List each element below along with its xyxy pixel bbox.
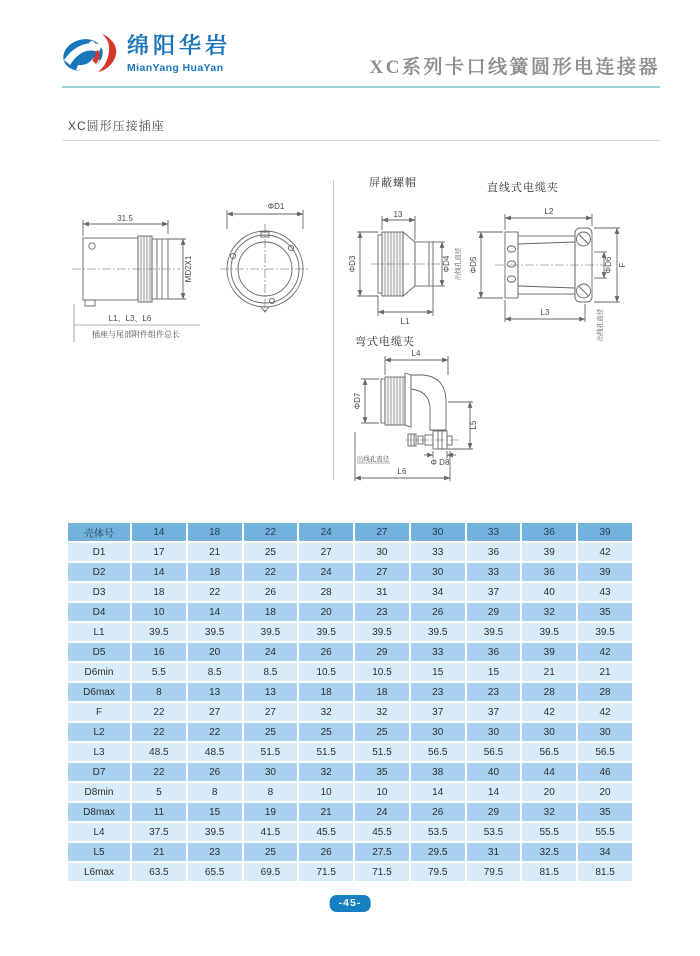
table-cell: 39.5 bbox=[244, 623, 298, 641]
table-cell: 23 bbox=[355, 603, 409, 621]
row-label: D5 bbox=[68, 643, 130, 661]
table-row bbox=[68, 603, 632, 621]
table-cell: 22 bbox=[244, 563, 298, 581]
table-col-header: 14 bbox=[132, 523, 186, 541]
table-cell: 5.5 bbox=[132, 663, 186, 681]
table-cell: 39 bbox=[522, 543, 576, 561]
table-cell: 32 bbox=[522, 603, 576, 621]
table-cell: 32 bbox=[299, 763, 353, 781]
table-cell: 42 bbox=[578, 703, 632, 721]
table-cell: 33 bbox=[411, 543, 465, 561]
dim-label-d4: ΦD4 bbox=[442, 255, 451, 273]
table-row bbox=[68, 543, 632, 561]
table-cell: 26 bbox=[411, 603, 465, 621]
dim-label-d7: ΦD7 bbox=[353, 392, 362, 410]
table-cell: 33 bbox=[411, 643, 465, 661]
table-cell: 15 bbox=[188, 803, 242, 821]
table-col-header: 30 bbox=[411, 523, 465, 541]
table-cell: 26 bbox=[299, 843, 353, 861]
table-cell: 79.5 bbox=[411, 863, 465, 881]
document-title: XC系列卡口线簧圆形电连接器 bbox=[369, 57, 660, 78]
table-cell: 39.5 bbox=[132, 623, 186, 641]
table-cell: 26 bbox=[244, 583, 298, 601]
table-cell: 22 bbox=[188, 723, 242, 741]
table-cell: 63.5 bbox=[132, 863, 186, 881]
table-cell: 28 bbox=[522, 683, 576, 701]
dim-label-d8: Φ D8 bbox=[430, 458, 450, 467]
table-cell: 69.5 bbox=[244, 863, 298, 881]
table-cell: 39.5 bbox=[355, 623, 409, 641]
table-cell: 25 bbox=[244, 723, 298, 741]
table-cell: 8 bbox=[244, 783, 298, 801]
table-cell: 71.5 bbox=[355, 863, 409, 881]
table-cell: 23 bbox=[467, 683, 521, 701]
table-cell: 8.5 bbox=[188, 663, 242, 681]
plug-side-view bbox=[72, 220, 200, 342]
table-cell: 24 bbox=[355, 803, 409, 821]
table-cell: 14 bbox=[132, 563, 186, 581]
brand-name-cn: 绵阳华岩 bbox=[127, 33, 232, 59]
shield-nut-drawing bbox=[357, 216, 445, 316]
table-corner-header: 壳体号 bbox=[68, 523, 130, 541]
table-cell: 13 bbox=[188, 683, 242, 701]
table-cell: 42 bbox=[578, 543, 632, 561]
table-cell: 18 bbox=[299, 683, 353, 701]
table-cell: 26 bbox=[188, 763, 242, 781]
table-row bbox=[68, 843, 632, 861]
brand-name-en: MianYang HuaYan bbox=[127, 61, 224, 74]
angle-clamp-diagram bbox=[345, 332, 520, 487]
table-cell: 10.5 bbox=[299, 663, 353, 681]
table-cell: 15 bbox=[467, 663, 521, 681]
table-cell: 21 bbox=[188, 543, 242, 561]
table-cell: 81.5 bbox=[522, 863, 576, 881]
row-label: L6max bbox=[68, 863, 130, 881]
table-cell: 39.5 bbox=[188, 623, 242, 641]
table-row bbox=[68, 743, 632, 761]
dim-label-d3: ΦD3 bbox=[348, 255, 357, 273]
table-cell: 30 bbox=[522, 723, 576, 741]
table-cell: 37 bbox=[467, 583, 521, 601]
dim-label-thread: MD2X1 bbox=[184, 255, 193, 283]
dim-label-13: 13 bbox=[393, 210, 403, 219]
table-cell: 27 bbox=[244, 703, 298, 721]
table-cell: 35 bbox=[355, 763, 409, 781]
straight-clamp-diagram bbox=[465, 172, 640, 347]
row-label: D6min bbox=[68, 663, 130, 681]
table-cell: 29 bbox=[467, 803, 521, 821]
dim-label-l6: L6 bbox=[397, 467, 407, 476]
table-cell: 79.5 bbox=[467, 863, 521, 881]
section-title: XC圆形压接插座 bbox=[68, 119, 165, 133]
table-cell: 25 bbox=[244, 543, 298, 561]
table-cell: 41.5 bbox=[244, 823, 298, 841]
table-cell: 30 bbox=[578, 723, 632, 741]
table-cell: 32 bbox=[355, 703, 409, 721]
table-cell: 45.5 bbox=[299, 823, 353, 841]
outlet-hole-note: 出线孔直径 bbox=[597, 308, 604, 342]
table-cell: 32.5 bbox=[522, 843, 576, 861]
table-cell: 25 bbox=[244, 843, 298, 861]
table-cell: 48.5 bbox=[132, 743, 186, 761]
table-cell: 28 bbox=[578, 683, 632, 701]
table-row bbox=[68, 823, 632, 841]
table-cell: 8.5 bbox=[244, 663, 298, 681]
row-label: L4 bbox=[68, 823, 130, 841]
table-cell: 34 bbox=[578, 843, 632, 861]
table-cell: 51.5 bbox=[299, 743, 353, 761]
outlet-hole-note: 出线孔直径 bbox=[455, 247, 462, 281]
table-cell: 14 bbox=[467, 783, 521, 801]
table-cell: 39.5 bbox=[522, 623, 576, 641]
table-cell: 19 bbox=[244, 803, 298, 821]
table-cell: 21 bbox=[299, 803, 353, 821]
table-cell: 11 bbox=[132, 803, 186, 821]
page-number-badge: -45- bbox=[330, 895, 371, 912]
table-cell: 26 bbox=[411, 803, 465, 821]
table-cell: 10.5 bbox=[355, 663, 409, 681]
table-cell: 37 bbox=[411, 703, 465, 721]
table-cell: 8 bbox=[132, 683, 186, 701]
straight-clamp-drawing bbox=[477, 214, 620, 322]
dim-label-f: F bbox=[618, 262, 627, 268]
table-cell: 22 bbox=[132, 763, 186, 781]
table-cell: 45.5 bbox=[355, 823, 409, 841]
table-cell: 28 bbox=[299, 583, 353, 601]
table-cell: 37.5 bbox=[132, 823, 186, 841]
table-row bbox=[68, 643, 632, 661]
table-cell: 21 bbox=[132, 843, 186, 861]
row-label: D3 bbox=[68, 583, 130, 601]
row-label: D8min bbox=[68, 783, 130, 801]
dim-label-l4: L4 bbox=[411, 349, 421, 358]
table-cell: 20 bbox=[299, 603, 353, 621]
table-row bbox=[68, 803, 632, 821]
table-header-row bbox=[68, 523, 632, 541]
table-row bbox=[68, 763, 632, 781]
angle-clamp-title: 弯式电缆夹 bbox=[355, 336, 415, 348]
table-cell: 18 bbox=[132, 583, 186, 601]
table-cell: 24 bbox=[299, 563, 353, 581]
table-col-header: 39 bbox=[578, 523, 632, 541]
row-label: L1 bbox=[68, 623, 130, 641]
table-cell: 22 bbox=[132, 723, 186, 741]
table-cell: 17 bbox=[132, 543, 186, 561]
table-row bbox=[68, 783, 632, 801]
table-cell: 33 bbox=[467, 563, 521, 581]
outlet-hole-note: 出线孔直径 bbox=[356, 456, 390, 463]
table-cell: 18 bbox=[244, 603, 298, 621]
dimension-table bbox=[66, 521, 634, 883]
table-cell: 30 bbox=[411, 563, 465, 581]
table-cell: 26 bbox=[299, 643, 353, 661]
table-cell: 16 bbox=[132, 643, 186, 661]
table-cell: 25 bbox=[355, 723, 409, 741]
table-cell: 25 bbox=[299, 723, 353, 741]
table-cell: 30 bbox=[355, 543, 409, 561]
section-rule bbox=[62, 140, 660, 141]
table-cell: 42 bbox=[522, 703, 576, 721]
table-cell: 30 bbox=[411, 723, 465, 741]
table-cell: 56.5 bbox=[522, 743, 576, 761]
table-cell: 13 bbox=[244, 683, 298, 701]
table-cell: 38 bbox=[411, 763, 465, 781]
table-cell: 36 bbox=[522, 563, 576, 581]
table-cell: 39.5 bbox=[188, 823, 242, 841]
table-col-header: 18 bbox=[188, 523, 242, 541]
table-cell: 15 bbox=[411, 663, 465, 681]
table-cell: 56.5 bbox=[411, 743, 465, 761]
table-cell: 39.5 bbox=[467, 623, 521, 641]
row-label: D6max bbox=[68, 683, 130, 701]
table-cell: 8 bbox=[188, 783, 242, 801]
row-label: L3 bbox=[68, 743, 130, 761]
straight-clamp-title: 直线式电缆夹 bbox=[487, 182, 559, 194]
table-cell: 71.5 bbox=[299, 863, 353, 881]
table-cell: 29 bbox=[355, 643, 409, 661]
table-cell: 27 bbox=[355, 563, 409, 581]
table-cell: 40 bbox=[522, 583, 576, 601]
table-cell: 39 bbox=[522, 643, 576, 661]
table-col-header: 22 bbox=[244, 523, 298, 541]
table-row bbox=[68, 683, 632, 701]
table-cell: 24 bbox=[244, 643, 298, 661]
table-cell: 10 bbox=[299, 783, 353, 801]
table-cell: 20 bbox=[522, 783, 576, 801]
dim-label-l1l3l6: L1、L3、L6 bbox=[108, 314, 152, 323]
table-cell: 18 bbox=[188, 563, 242, 581]
table-cell: 35 bbox=[578, 803, 632, 821]
table-cell: 20 bbox=[188, 643, 242, 661]
table-row bbox=[68, 723, 632, 741]
table-col-header: 24 bbox=[299, 523, 353, 541]
row-label: F bbox=[68, 703, 130, 721]
table-cell: 21 bbox=[522, 663, 576, 681]
table-cell: 34 bbox=[411, 583, 465, 601]
table-cell: 51.5 bbox=[355, 743, 409, 761]
table-cell: 44 bbox=[522, 763, 576, 781]
table-col-header: 27 bbox=[355, 523, 409, 541]
dim-label-d6: ΦD6 bbox=[604, 256, 613, 274]
table-cell: 39.5 bbox=[299, 623, 353, 641]
table-cell: 31 bbox=[467, 843, 521, 861]
table-cell: 23 bbox=[188, 843, 242, 861]
table-row bbox=[68, 583, 632, 601]
table-cell: 10 bbox=[132, 603, 186, 621]
table-cell: 56.5 bbox=[467, 743, 521, 761]
table-cell: 40 bbox=[467, 763, 521, 781]
table-cell: 29 bbox=[467, 603, 521, 621]
header-rule bbox=[62, 86, 660, 88]
table-cell: 32 bbox=[299, 703, 353, 721]
table-cell: 35 bbox=[578, 603, 632, 621]
table-cell: 36 bbox=[467, 643, 521, 661]
row-label: D8max bbox=[68, 803, 130, 821]
shield-nut-diagram bbox=[345, 172, 467, 330]
table-cell: 27 bbox=[188, 703, 242, 721]
table-cell: 10 bbox=[355, 783, 409, 801]
plug-total-length-note: 插座与尾部附件组件总长 bbox=[92, 330, 180, 339]
table-cell: 55.5 bbox=[578, 823, 632, 841]
table-cell: 23 bbox=[411, 683, 465, 701]
table-row bbox=[68, 623, 632, 641]
dim-label-d1: ΦD1 bbox=[267, 202, 285, 211]
dim-label-l3: L3 bbox=[540, 308, 550, 317]
table-cell: 27.5 bbox=[355, 843, 409, 861]
table-cell: 30 bbox=[467, 723, 521, 741]
row-label: D2 bbox=[68, 563, 130, 581]
shield-nut-title: 屏蔽螺帽 bbox=[369, 177, 417, 189]
table-row bbox=[68, 563, 632, 581]
row-label: L5 bbox=[68, 843, 130, 861]
table-cell: 22 bbox=[188, 583, 242, 601]
brand-logo bbox=[62, 30, 231, 78]
table-cell: 36 bbox=[467, 543, 521, 561]
table-row bbox=[68, 863, 632, 881]
table-cell: 27 bbox=[299, 543, 353, 561]
dim-label-d5: ΦD5 bbox=[469, 256, 478, 274]
table-cell: 31 bbox=[355, 583, 409, 601]
table-cell: 21 bbox=[578, 663, 632, 681]
table-cell: 53.5 bbox=[467, 823, 521, 841]
table-cell: 20 bbox=[578, 783, 632, 801]
table-cell: 46 bbox=[578, 763, 632, 781]
table-cell: 22 bbox=[132, 703, 186, 721]
row-label: D1 bbox=[68, 543, 130, 561]
table-cell: 5 bbox=[132, 783, 186, 801]
table-cell: 65.5 bbox=[188, 863, 242, 881]
brand-logo-icon bbox=[62, 30, 118, 78]
table-col-header: 33 bbox=[467, 523, 521, 541]
table-cell: 51.5 bbox=[244, 743, 298, 761]
table-cell: 43 bbox=[578, 583, 632, 601]
plug-front-view bbox=[220, 210, 310, 314]
table-cell: 48.5 bbox=[188, 743, 242, 761]
table-cell: 18 bbox=[355, 683, 409, 701]
table-cell: 14 bbox=[188, 603, 242, 621]
table-cell: 42 bbox=[578, 643, 632, 661]
row-label: L2 bbox=[68, 723, 130, 741]
table-cell: 39.5 bbox=[411, 623, 465, 641]
dim-label-31-5: 31.5 bbox=[117, 214, 133, 223]
table-cell: 53.5 bbox=[411, 823, 465, 841]
table-cell: 56.5 bbox=[578, 743, 632, 761]
table-cell: 14 bbox=[411, 783, 465, 801]
table-cell: 55.5 bbox=[522, 823, 576, 841]
dim-label-l5: L5 bbox=[469, 420, 478, 430]
table-cell: 39.5 bbox=[578, 623, 632, 641]
plug-outline-diagram bbox=[62, 196, 334, 348]
table-cell: 81.5 bbox=[578, 863, 632, 881]
row-label: D4 bbox=[68, 603, 130, 621]
table-row bbox=[68, 663, 632, 681]
table-col-header: 36 bbox=[522, 523, 576, 541]
table-cell: 37 bbox=[467, 703, 521, 721]
table-cell: 30 bbox=[244, 763, 298, 781]
dim-label-l2: L2 bbox=[544, 207, 554, 216]
table-cell: 29.5 bbox=[411, 843, 465, 861]
table-cell: 32 bbox=[522, 803, 576, 821]
row-label: D7 bbox=[68, 763, 130, 781]
table-cell: 39 bbox=[578, 563, 632, 581]
table-row bbox=[68, 703, 632, 721]
dim-label-l1: L1 bbox=[400, 317, 410, 326]
